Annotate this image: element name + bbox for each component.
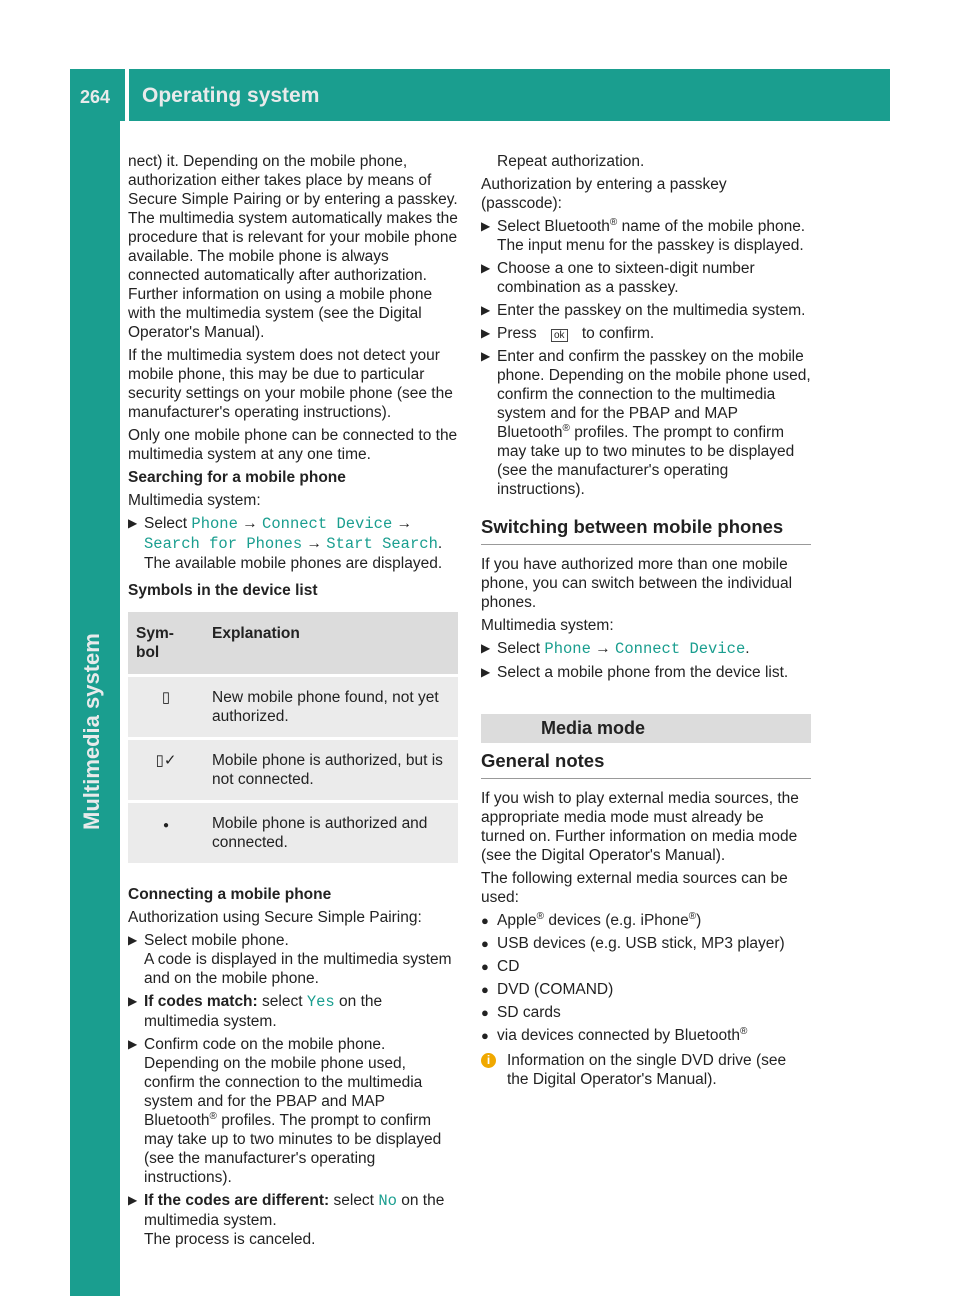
paragraph: If the multimedia system does not detect your mobile phone, this may be due to particular security settings on your mobile phone (see the manufacturer's operating instructions). bbox=[128, 347, 453, 421]
menu-item-connect-device: Connect Device bbox=[262, 515, 393, 533]
table-cell: New mobile phone found, not yet authorized. bbox=[204, 676, 458, 739]
side-tab-label: Multimedia system bbox=[79, 633, 104, 830]
instruction-step: ▶ Choose a one to sixteen-digit number combination as a passkey. bbox=[481, 260, 755, 296]
arrow-icon: → bbox=[306, 535, 322, 552]
step-arrow-icon: ▶ bbox=[481, 349, 491, 363]
instruction-step: ▶ Select Bluetooth® name of the mobile phone. The input menu for the passkey is displayed. bbox=[481, 217, 811, 255]
menu-item-yes: Yes bbox=[306, 993, 335, 1011]
instruction-step: ▶ Select Phone → Connect Device. bbox=[481, 640, 750, 658]
menu-item-connect-device: Connect Device bbox=[615, 640, 746, 658]
step-result: The input menu for the passkey is displayed. bbox=[497, 237, 804, 254]
menu-item-phone: Phone bbox=[191, 515, 238, 533]
table-cell: Mobile phone is authorized, but is not connected. bbox=[204, 739, 458, 802]
media-mode-banner: Media mode bbox=[481, 714, 811, 743]
paragraph: Only one mobile phone can be connected to the multimedia system at any one time. bbox=[128, 427, 458, 463]
step-arrow-icon: ▶ bbox=[481, 665, 491, 679]
step-arrow-icon: ▶ bbox=[481, 261, 491, 275]
menu-item-phone: Phone bbox=[544, 640, 591, 658]
table-row bbox=[128, 802, 458, 864]
info-icon: i bbox=[481, 1053, 496, 1068]
paragraph: If you have authorized more than one mobile phone, you can switch between the individual phones. bbox=[481, 556, 793, 611]
symbols-table bbox=[128, 612, 458, 863]
paragraph: Multimedia system: bbox=[128, 492, 261, 509]
connected-phone-icon: ● bbox=[162, 820, 170, 831]
section-heading: Switching between mobile phones bbox=[481, 517, 811, 545]
instruction-step: ▶ Enter the passkey on the multimedia system. bbox=[481, 302, 806, 319]
paragraph: The following external media sources can be used: bbox=[481, 870, 788, 906]
header-divider bbox=[125, 69, 129, 121]
info-note: i Information on the single DVD drive (see the Digital Operator's Manual). bbox=[481, 1051, 811, 1089]
instruction-step: ▶ If codes match: select Yes on the multimedia system. bbox=[128, 993, 383, 1030]
section-heading: Connecting a mobile phone bbox=[128, 886, 332, 903]
menu-item-start-search: Start Search bbox=[326, 535, 438, 553]
table-cell: Mobile phone is authorized and connected. bbox=[204, 802, 458, 864]
step-arrow-icon: ▶ bbox=[481, 303, 491, 317]
bullet-icon: ● bbox=[481, 913, 489, 928]
step-arrow-icon: ▶ bbox=[128, 933, 138, 947]
page-title: Operating system bbox=[142, 84, 320, 107]
bullet-icon: ● bbox=[481, 1028, 489, 1043]
list-item: ● USB devices (e.g. USB stick, MP3 player) bbox=[481, 935, 785, 952]
new-phone-icon: ▯ bbox=[161, 689, 171, 706]
page-number: 264 bbox=[80, 87, 111, 107]
bullet-icon: ● bbox=[481, 982, 489, 997]
bullet-icon: ● bbox=[481, 936, 489, 951]
step-arrow-icon: ▶ bbox=[128, 516, 138, 530]
menu-item-no: No bbox=[378, 1192, 397, 1210]
bullet-icon: ● bbox=[481, 959, 489, 974]
ok-button-icon: ok bbox=[551, 329, 568, 342]
menu-item-search-for-phones: Search for Phones bbox=[144, 535, 303, 553]
right-column bbox=[481, 152, 811, 1093]
table-header-explanation: Explanation bbox=[204, 612, 458, 676]
list-item: ● SD cards bbox=[481, 1004, 561, 1021]
instruction-step: ▶ Press ok to confirm. bbox=[481, 325, 655, 342]
paragraph: Multimedia system: bbox=[481, 617, 614, 634]
section-heading: Searching for a mobile phone bbox=[128, 469, 346, 486]
step-result: The available mobile phones are displayed. bbox=[144, 555, 443, 572]
section-heading: Symbols in the device list bbox=[128, 582, 318, 599]
table-row bbox=[128, 676, 458, 739]
arrow-icon: → bbox=[242, 515, 258, 532]
instruction-step: ▶ Select mobile phone. A code is displayed in the multimedia system and on the mobile phone. bbox=[128, 931, 458, 988]
step-result: Repeat authorization. bbox=[497, 153, 645, 170]
arrow-icon: → bbox=[595, 640, 611, 657]
step-arrow-icon: ▶ bbox=[481, 326, 491, 340]
footer-block bbox=[70, 1246, 120, 1296]
table-header-row bbox=[128, 612, 458, 676]
list-item: ● CD bbox=[481, 958, 520, 975]
instruction-step: ▶ Select Phone → Connect Device → Search for Phones → Start Search. The available mobile phones are displayed. bbox=[128, 514, 458, 573]
paragraph: Authorization by entering a passkey (passcode): bbox=[481, 176, 727, 212]
table-row bbox=[128, 739, 458, 802]
instruction-step: ▶ If the codes are different: select No on the multimedia system. The process is canceled. bbox=[128, 1191, 458, 1249]
list-item: ● DVD (COMAND) bbox=[481, 981, 614, 998]
instruction-step: ▶ Enter and confirm the passkey on the mobile phone. Depending on the mobile phone used, confirm the connection to the multimedia system and for the PBAP and MAP Bluetooth® profiles. The prompt to confirm may take up to two minutes to be displayed (see the manufacturer's operating instructions). bbox=[481, 348, 811, 498]
list-item: ● via devices connected by Bluetooth® bbox=[481, 1025, 748, 1044]
instruction-step: ▶ Confirm code on the mobile phone. Depending on the mobile phone used, confirm the connection to the multimedia system and for the PBAP and MAP Bluetooth® profiles. The prompt to confirm may take up to two minutes to be displayed (see the manufacturer's operating instructions). bbox=[128, 1036, 442, 1186]
step-arrow-icon: ▶ bbox=[128, 1037, 138, 1051]
bullet-icon: ● bbox=[481, 1005, 489, 1020]
step-result: A code is displayed in the multimedia system and on the mobile phone. bbox=[144, 951, 452, 987]
authorized-phone-icon: ▯✓ bbox=[155, 752, 177, 769]
paragraph: Authorization using Secure Simple Pairing: bbox=[128, 909, 422, 926]
step-arrow-icon: ▶ bbox=[128, 1193, 138, 1207]
arrow-icon: → bbox=[396, 515, 413, 532]
paragraph: nect) it. Depending on the mobile phone, authorization either takes place by means of Secure Simple Pairing or by entering a passkey. The multimedia system automatically makes the procedure that is relevant for your mobile phone available. The mobile phone is always connected automatically after authorization. Further information on using a mobile phone with the multimedia system (see the Digital Operator's Manual). bbox=[128, 153, 458, 341]
list-item: ● Apple® devices (e.g. iPhone®) bbox=[481, 910, 702, 929]
paragraph: If you wish to play external media sources, the appropriate media mode must already be turned on. Further information on media mode (see the Digital Operator's Manual). bbox=[481, 790, 799, 864]
table-header-symbol: Sym-bol bbox=[128, 612, 204, 676]
step-result: The process is canceled. bbox=[144, 1231, 316, 1248]
left-column bbox=[128, 152, 458, 1253]
step-arrow-icon: ▶ bbox=[481, 219, 491, 233]
step-arrow-icon: ▶ bbox=[128, 994, 138, 1008]
section-heading: General notes bbox=[481, 751, 811, 779]
step-arrow-icon: ▶ bbox=[481, 641, 491, 655]
instruction-step: ▶ Select a mobile phone from the device list. bbox=[481, 664, 789, 681]
